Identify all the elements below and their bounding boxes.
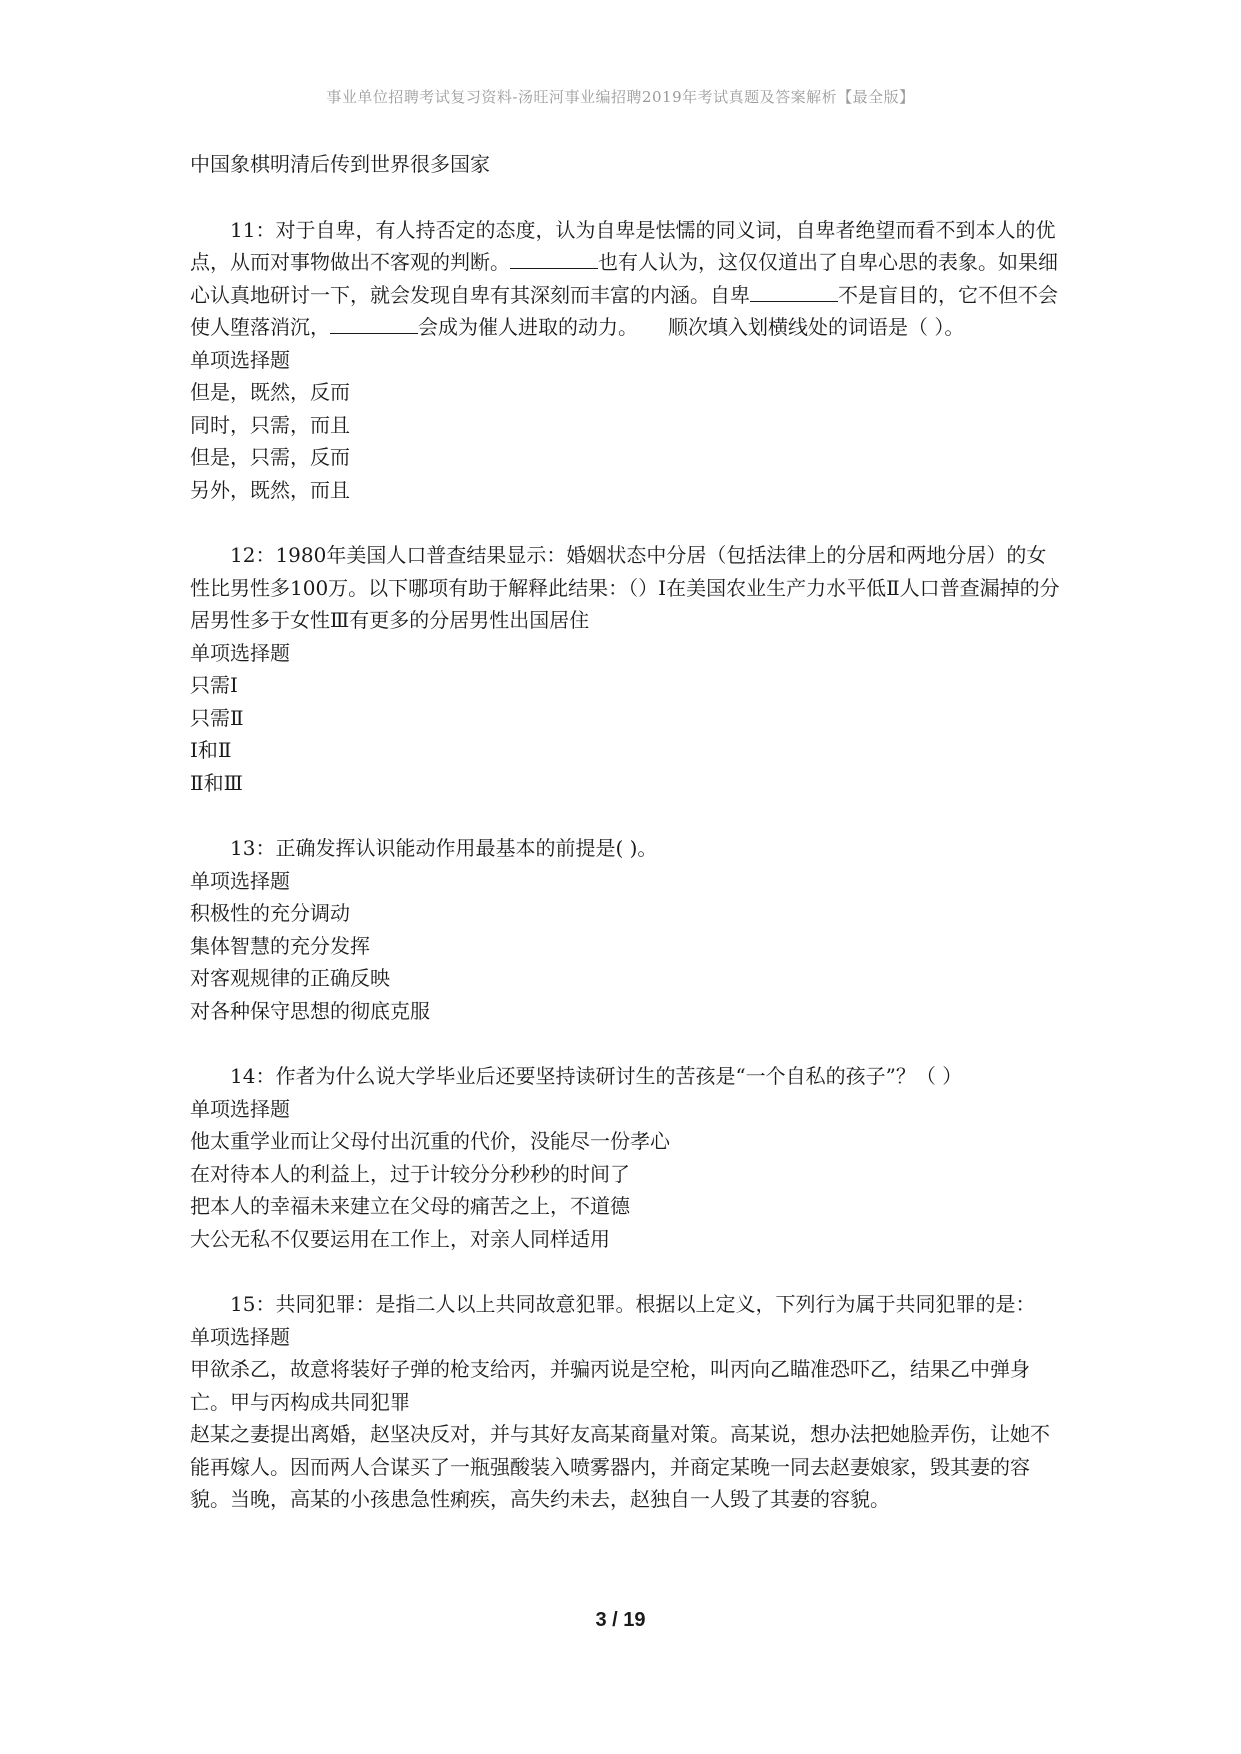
question-text: 15：共同犯罪：是指二人以上共同故意犯罪。根据以上定义，下列行为属于共同犯罪的是：	[230, 1292, 1036, 1316]
option-a: 积极性的充分调动	[190, 901, 350, 925]
question-15	[190, 1288, 1060, 1516]
question-type: 单项选择题	[190, 1096, 290, 1121]
option-c: Ⅰ和Ⅱ	[190, 738, 232, 762]
option-b: 同时，只需，而且	[190, 412, 350, 437]
blank-line	[330, 315, 418, 334]
page-number: 3 / 19	[595, 1609, 646, 1631]
option-d: 另外，既然，而且	[190, 477, 350, 502]
question-11	[190, 214, 1060, 507]
blank-line	[750, 283, 838, 302]
question-13	[190, 832, 1060, 1027]
question-type: 单项选择题	[190, 868, 290, 893]
question-type: 单项选择题	[190, 1324, 290, 1349]
option-c: 对客观规律的正确反映	[190, 966, 390, 990]
option-b: 在对待本人的利益上，过于计较分分秒秒的时间了	[190, 1161, 630, 1186]
option-a: 只需Ⅰ	[190, 673, 238, 697]
blank-line	[510, 250, 598, 269]
option-b: 只需Ⅱ	[190, 705, 244, 730]
question-text: 12：1980年美国人口普查结果显示：婚姻状态中分居（包括法律上的分居和两地分居）的女性比男性多100万。以下哪项有助于解释此结果：（）Ⅰ在美国农业生产力水平低Ⅱ人口普查漏掉的分居男性多于女性Ⅲ有更多的分居男性出国居住	[190, 543, 1060, 632]
question-type: 单项选择题	[190, 347, 290, 372]
question-12	[190, 539, 1060, 799]
document-body	[190, 148, 1060, 1516]
question-type: 单项选择题	[190, 640, 290, 665]
option-d: 对各种保守思想的彻底克服	[190, 998, 430, 1023]
option-d: Ⅱ和Ⅲ	[190, 770, 243, 795]
question-text: 14：作者为什么说大学毕业后还要坚持读研讨生的苦孩是“一个自私的孩子”？（ ）	[230, 1064, 963, 1088]
option-c: 把本人的幸福未来建立在父母的痛苦之上，不道德	[190, 1194, 630, 1218]
intro-line: 中国象棋明清后传到世界很多国家	[190, 152, 490, 176]
option-c: 但是，只需，反而	[190, 445, 350, 469]
option-b: 集体智慧的充分发挥	[190, 933, 370, 958]
option-a: 甲欲杀乙，故意将装好子弹的枪支给丙，并骗丙说是空枪，叫丙向乙瞄准恐吓乙，结果乙中弹身亡。甲与丙构成共同犯罪	[190, 1357, 1030, 1414]
option-a: 但是，既然，反而	[190, 380, 350, 404]
page-header: 事业单位招聘考试复习资料-汤旺河事业编招聘2019年考试真题及答案解析【最全版】	[326, 88, 915, 106]
option-d: 大公无私不仅要运用在工作上，对亲人同样适用	[190, 1226, 610, 1251]
question-text: 13：正确发挥认识能动作用最基本的前提是( )。	[230, 836, 658, 860]
option-b: 赵某之妻提出离婚，赵坚决反对，并与其好友高某商量对策。高某说，想办法把她脸弄伤，让她不能再嫁人。因而两人合谋买了一瓶强酸装入喷雾器内，并商定某晚一同去赵妻娘家，毁其妻的容貌。当晚，高某的小孩患急性痢疾，高失约未去，赵独自一人毁了其妻的容貌。	[190, 1422, 1050, 1511]
option-a: 他太重学业而让父母付出沉重的代价，没能尽一份孝心	[190, 1129, 670, 1153]
question-text: 11：对于自卑，有人持否定的态度，认为自卑是怯懦的同义词，自卑者绝望而看不到本人的优点，从而对事物做出不客观的判断。 也有人认为，这仅仅道出了自卑心思的表象。如果细心认真地研讨一下，就会发现自卑有其深刻而丰富的内涵。自卑 不是盲目的，它不但不会使人堕落消沉， 会成为催人进取的动力。 顺次填入划横线处的词语是（ ）。	[190, 217, 1058, 339]
question-14	[190, 1060, 1060, 1255]
